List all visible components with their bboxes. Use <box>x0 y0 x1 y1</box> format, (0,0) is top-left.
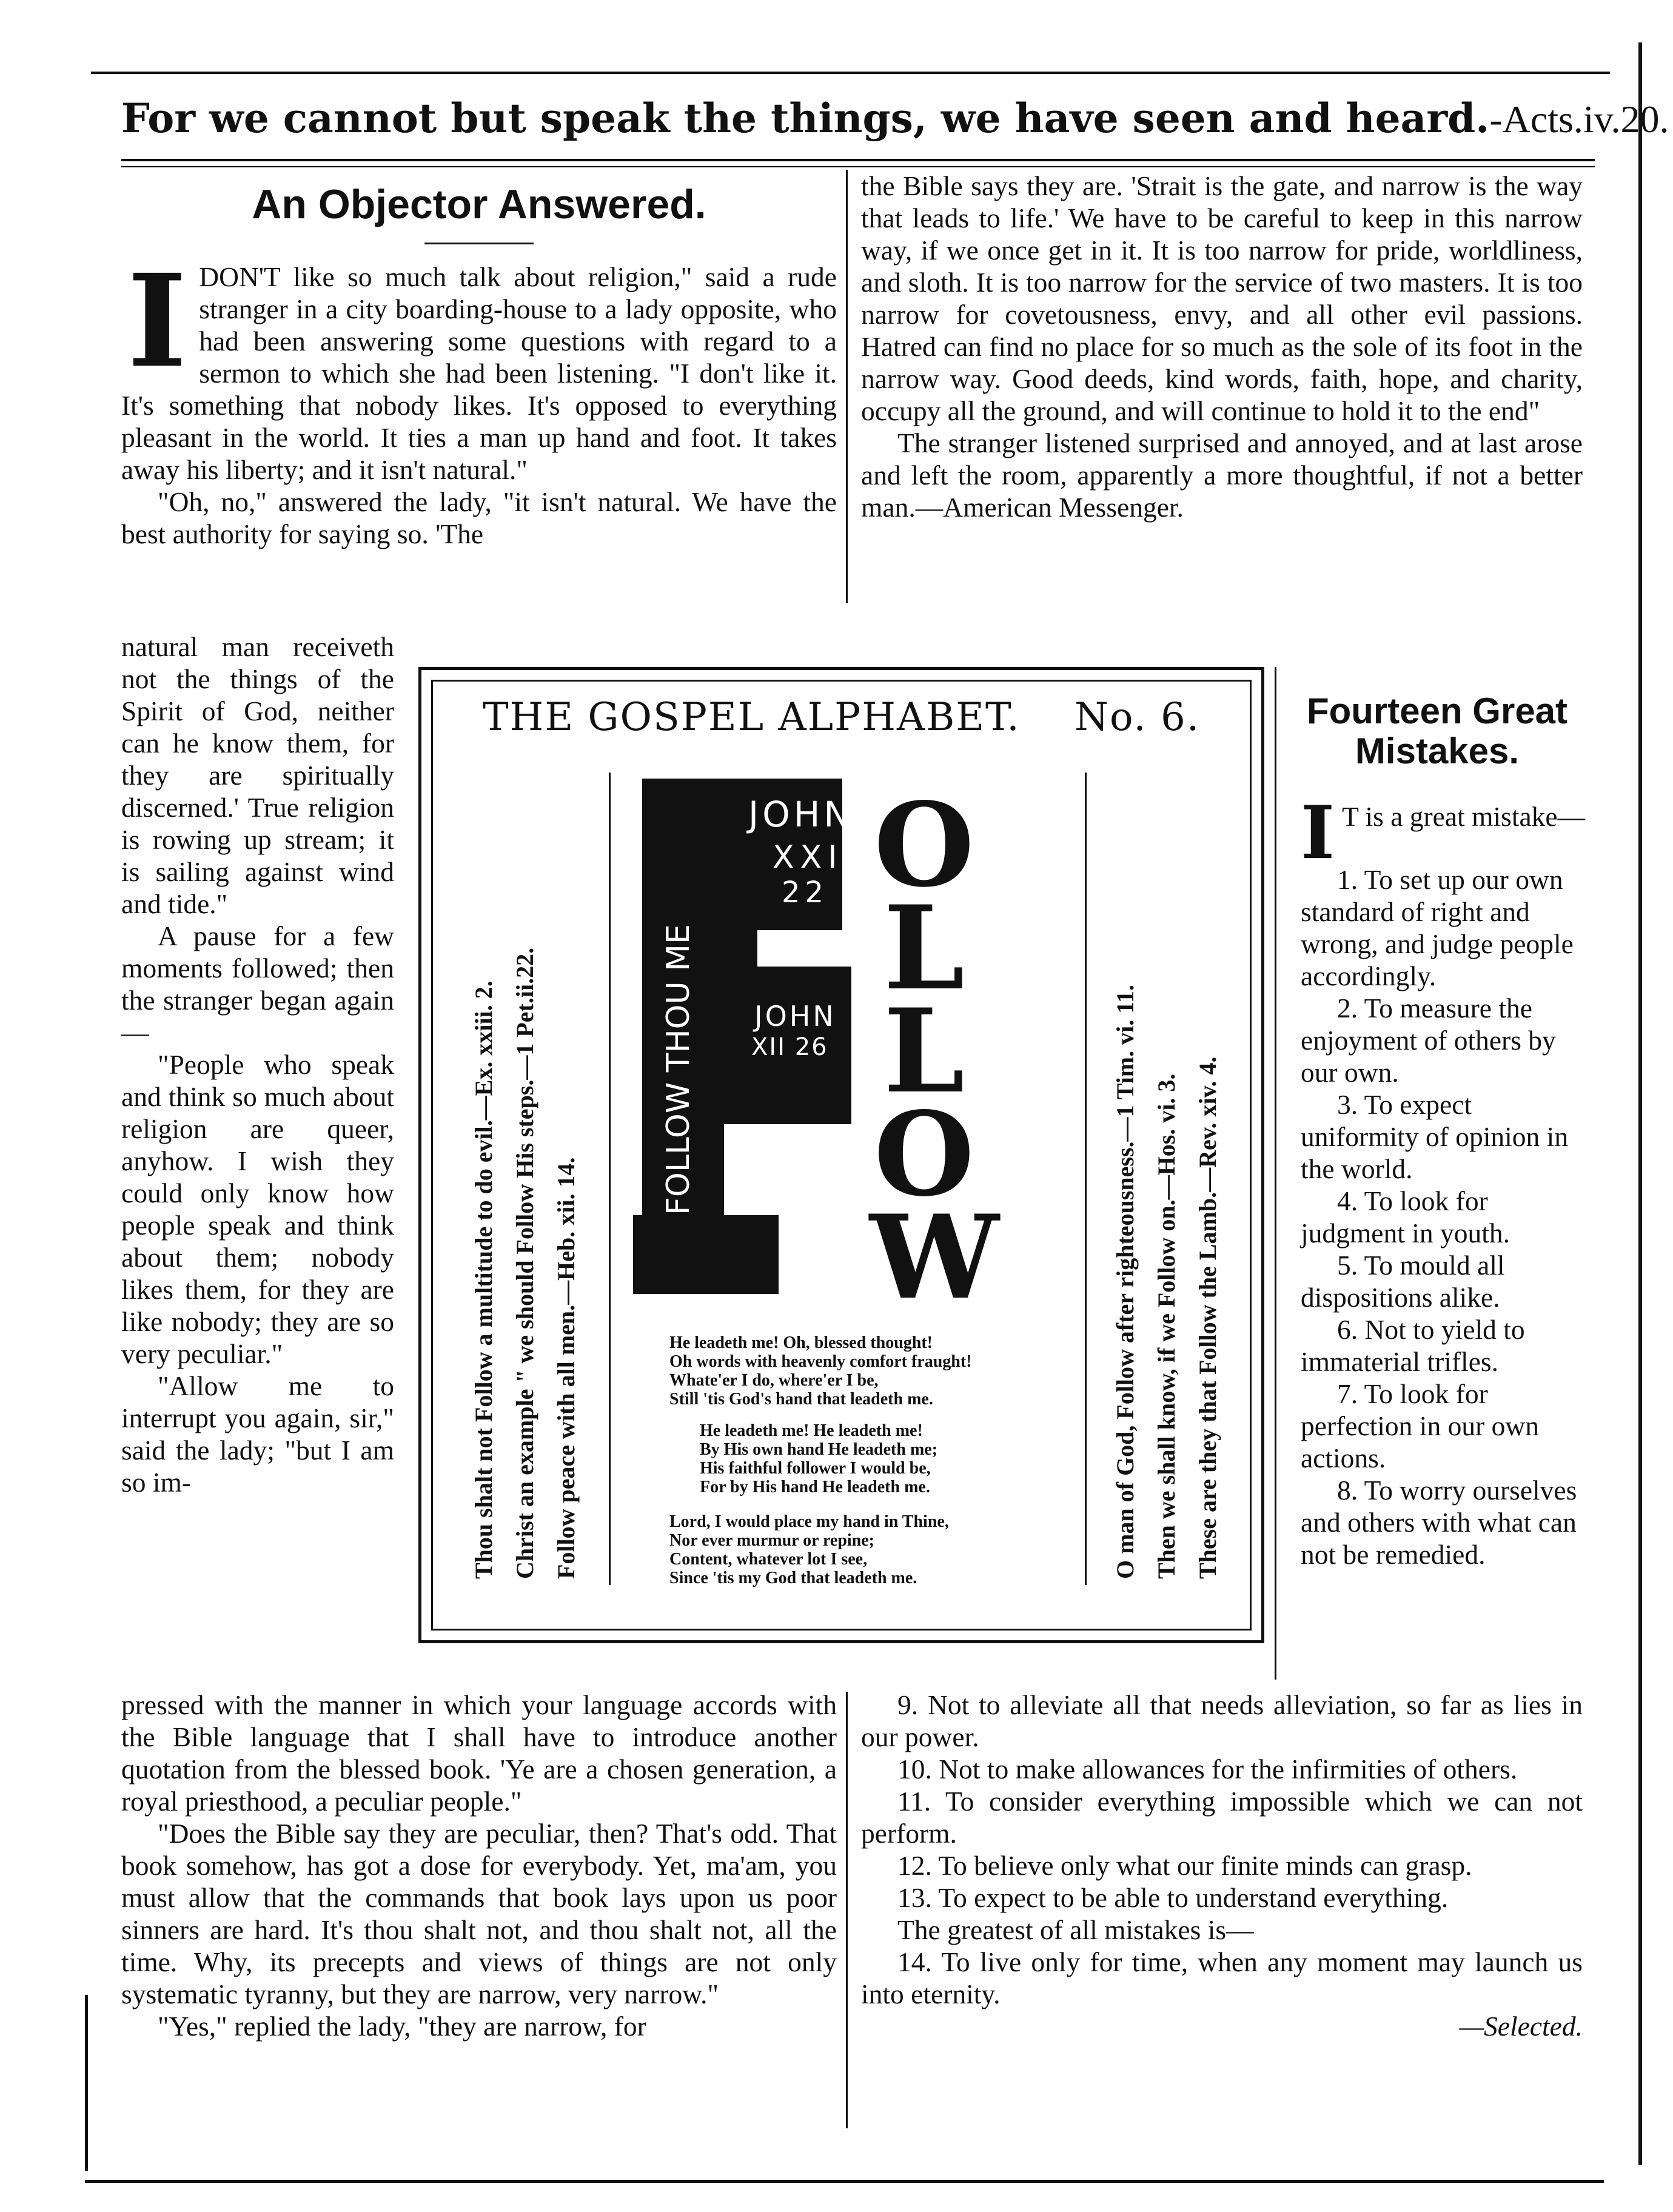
follow-letter: L <box>883 984 965 1119</box>
right-verse: O man of God, Follow after righteousness.—1 Tim. vi. 11. <box>1111 984 1139 1579</box>
hymn-line: Nor ever murmur or repine; <box>669 1531 875 1550</box>
hymn-line: By His own hand He leadeth me; <box>700 1440 938 1459</box>
article1-paragraph: The stranger listened surprised and annoyed, and at last arose and left the room, apparently a more thoughtful, if not a better man.—American Messenger. <box>861 427 1583 523</box>
article2-title <box>1282 691 1592 771</box>
masthead-rule-1 <box>121 159 1595 161</box>
article2-title-line: Mistakes. <box>1355 731 1520 771</box>
left-verse: Christ an example " we should Follow His steps.—1 Pet.ii.22. <box>511 947 538 1579</box>
letter-f-notch <box>724 930 757 967</box>
panel-mid-ref: JOHN <box>754 1000 836 1033</box>
hymn-line: For by His hand He leadeth me. <box>700 1478 930 1496</box>
mistake-item: 11. To consider everything impossible which we can not perform. <box>861 1786 1583 1849</box>
right-verse: Then we shall know, if we Follow on.—Hos. vi. 3. <box>1153 1073 1180 1579</box>
article2-body-wide <box>861 1689 1583 2101</box>
mistake-item: 10. Not to make allowances for the infirmities of others. <box>897 1754 1518 1785</box>
hymn-stanza-3 <box>669 1512 949 1587</box>
column-divider-bottom <box>846 1692 848 2128</box>
masthead <box>121 82 1669 155</box>
hymn-stanza-2 <box>700 1421 937 1496</box>
mistake-item: 13. To expect to be able to understand everything. <box>897 1882 1449 1913</box>
gospel-alphabet-title <box>433 695 1250 740</box>
mistake-item: 9. Not to alleviate all that needs alleviation, so far as lies in our power. <box>861 1689 1583 1752</box>
hymn-line: Oh words with heavenly comfort fraught! <box>669 1352 972 1371</box>
mistake-item: The greatest of all mistakes is— <box>897 1914 1254 1945</box>
hymn-stanza-1 <box>669 1333 972 1409</box>
hymn-line: His faithful follower I would be, <box>700 1459 931 1478</box>
panel-top-ref: JOHN <box>748 794 854 835</box>
gospel-alphabet-number: No. 6. <box>1075 695 1201 740</box>
panel-top-num2: 22 <box>782 876 829 910</box>
article1-paragraph: "Does the Bible say they are peculiar, then? That's odd. That book somehow, has got a dose for everybody. Yet, ma'am, you must allow that the commands that book lays upon us poor sinners are hard. It's thou shalt not, and thou shalt not, all the time. Why, its precepts and views of things are not only systematic tyranny, but they are narrow, very narrow." <box>121 1818 837 2009</box>
hymn-line: Still 'tis God's hand that leadeth me. <box>669 1390 933 1409</box>
article2-title-line: Fourteen Great <box>1306 691 1568 731</box>
mistake-item: 3. To expect uniformity of opinion in the world. <box>1301 1089 1569 1184</box>
follow-letter: W <box>870 1190 999 1325</box>
article1-paragraph: DON'T like so much talk about religion," said a rude stranger in a city boarding-house to a lady opposite, who had been answering some questions with regard to a sermon to which she had been listening. "I don't like it. It's something that nobody likes. It's opposed to everything pleasant in the world. It ties a man up hand and foot. It takes away his liberty; and it isn't natural." <box>121 261 837 485</box>
follow-letter: O <box>874 777 974 913</box>
article2-dropcap: I <box>1301 790 1335 876</box>
article1-title-rule <box>424 243 534 244</box>
gospel-alphabet-box <box>418 667 1264 1643</box>
panel-mid-num: XII 26 <box>751 1033 828 1061</box>
article1-paragraph: A pause for a few moments followed; then the stranger began again— <box>121 920 394 1048</box>
hymn-line: He leadeth me! Oh, blessed thought! <box>669 1333 933 1352</box>
article1-paragraph: the Bible says they are. 'Strait is the gate, and narrow is the way that leads to life.' We have to be careful to keep in this narrow way, if we once get in it. It is too narrow for pride, worldliness, and sloth. It is too narrow for the service of two masters. It is too narrow for covetousness, envy, and all other evil passions. Hatred can find no place for so much as the sole of its foot in the narrow way. Good deeds, kind words, faith, hope, and charity, occupy all the ground, and will continue to hold it to the end" <box>861 170 1583 426</box>
letter-f-foot <box>633 1215 779 1294</box>
article1-body-top <box>121 246 837 625</box>
left-verse: Thou shalt not Follow a multitude to do evil.—Ex. xxiii. 2. <box>470 980 497 1579</box>
gospel-alphabet-inner-frame <box>431 680 1252 1631</box>
article2-body-narrow <box>1301 790 1589 1686</box>
masthead-citation: -Acts.iv.20. <box>1489 98 1669 141</box>
article1-dropcap: I <box>127 246 187 396</box>
panel-vertical-text: FOLLOW THOU ME <box>660 924 697 1215</box>
box-divider-left <box>609 773 611 1585</box>
hymn-line: Content, whatever lot I see, <box>669 1550 868 1569</box>
left-border <box>85 1995 88 2171</box>
top-rule <box>91 72 1610 74</box>
right-border <box>1638 42 1642 2165</box>
mistake-item: 5. To mould all dispositions alike. <box>1301 1250 1505 1313</box>
article1-paragraph: natural man receiveth not the things of the Spirit of God, neither can he know them, for they are spiritually discerned.' True religion is rowing up stream; it is sailing against wind and tide." <box>121 631 394 919</box>
article1-paragraph: "People who speak and think so much about religion are queer, anyhow. I wish they could only know how people speak and think about them; nobody likes them, for they are like nobody; they are so very peculiar." <box>121 1049 394 1369</box>
box-divider-right <box>1085 773 1087 1585</box>
mistake-item: 14. To live only for time, when any moment may launch us into eternity. <box>861 1946 1583 2009</box>
article1-body-bottom <box>121 1689 837 2125</box>
mistake-item: 1. To set up our own standard of right and wrong, and judge people accordingly. <box>1301 864 1574 991</box>
article1-paragraph: "Oh, no," answered the lady, "it isn't natural. We have the best authority for saying so. 'The <box>121 486 837 549</box>
article2-signature: —Selected. <box>1459 2011 1583 2042</box>
article1-paragraph: "Yes," replied the lady, "they are narrow, for <box>158 2011 646 2042</box>
mistake-item: 7. To look for perfection in our own actions. <box>1301 1378 1539 1473</box>
hymn-line: He leadeth me! He leadeth me! <box>700 1421 923 1440</box>
follow-letter: O <box>874 1087 974 1222</box>
bottom-rule <box>85 2180 1604 2183</box>
article1-paragraph: "Allow me to interrupt you again, sir," said the lady; "but I am so im- <box>121 1370 394 1498</box>
masthead-motto: For we cannot but speak the things, we have seen and heard. <box>121 95 1490 142</box>
article2-intro: T is a great mistake— <box>1342 801 1586 832</box>
panel-top-num: XXI <box>773 839 843 876</box>
left-verse: Follow peace with all men.—Heb. xii. 14. <box>552 1157 580 1579</box>
mistake-item: 12. To believe only what our finite minds can grasp. <box>897 1850 1472 1881</box>
mistake-item: 4. To look for judgment in youth. <box>1301 1185 1510 1248</box>
article1-paragraph: pressed with the manner in which your language accords with the Bible language that I shall have to introduce another quotation from the blessed book. 'Ye are a chosen generation, a royal priesthood, a peculiar people." <box>121 1689 837 1817</box>
mistake-item: 2. To measure the enjoyment of others by our own. <box>1301 993 1556 1088</box>
gospel-alphabet-heading: THE GOSPEL ALPHABET. <box>482 695 1021 740</box>
hymn-line: Lord, I would place my hand in Thine, <box>669 1512 949 1531</box>
article1-body-narrow <box>121 631 394 1686</box>
right-verse: These are they that Follow the Lamb.—Rev. xiv. 4. <box>1194 1056 1221 1579</box>
mistake-item: 8. To worry ourselves and others with what can not be remedied. <box>1301 1475 1577 1570</box>
masthead-rule-2 <box>121 166 1595 167</box>
article1-body-right <box>861 170 1583 649</box>
hymn-line: Since 'tis my God that leadeth me. <box>669 1569 917 1587</box>
follow-letter: L <box>883 880 965 1016</box>
mistake-item: 6. Not to yield to immaterial trifles. <box>1301 1314 1525 1377</box>
article2-divider <box>1275 667 1276 1680</box>
hymn-line: Whate'er I do, where'er I be, <box>669 1371 879 1390</box>
column-divider-top <box>846 170 848 603</box>
article1-title: An Objector Answered. <box>252 181 706 227</box>
